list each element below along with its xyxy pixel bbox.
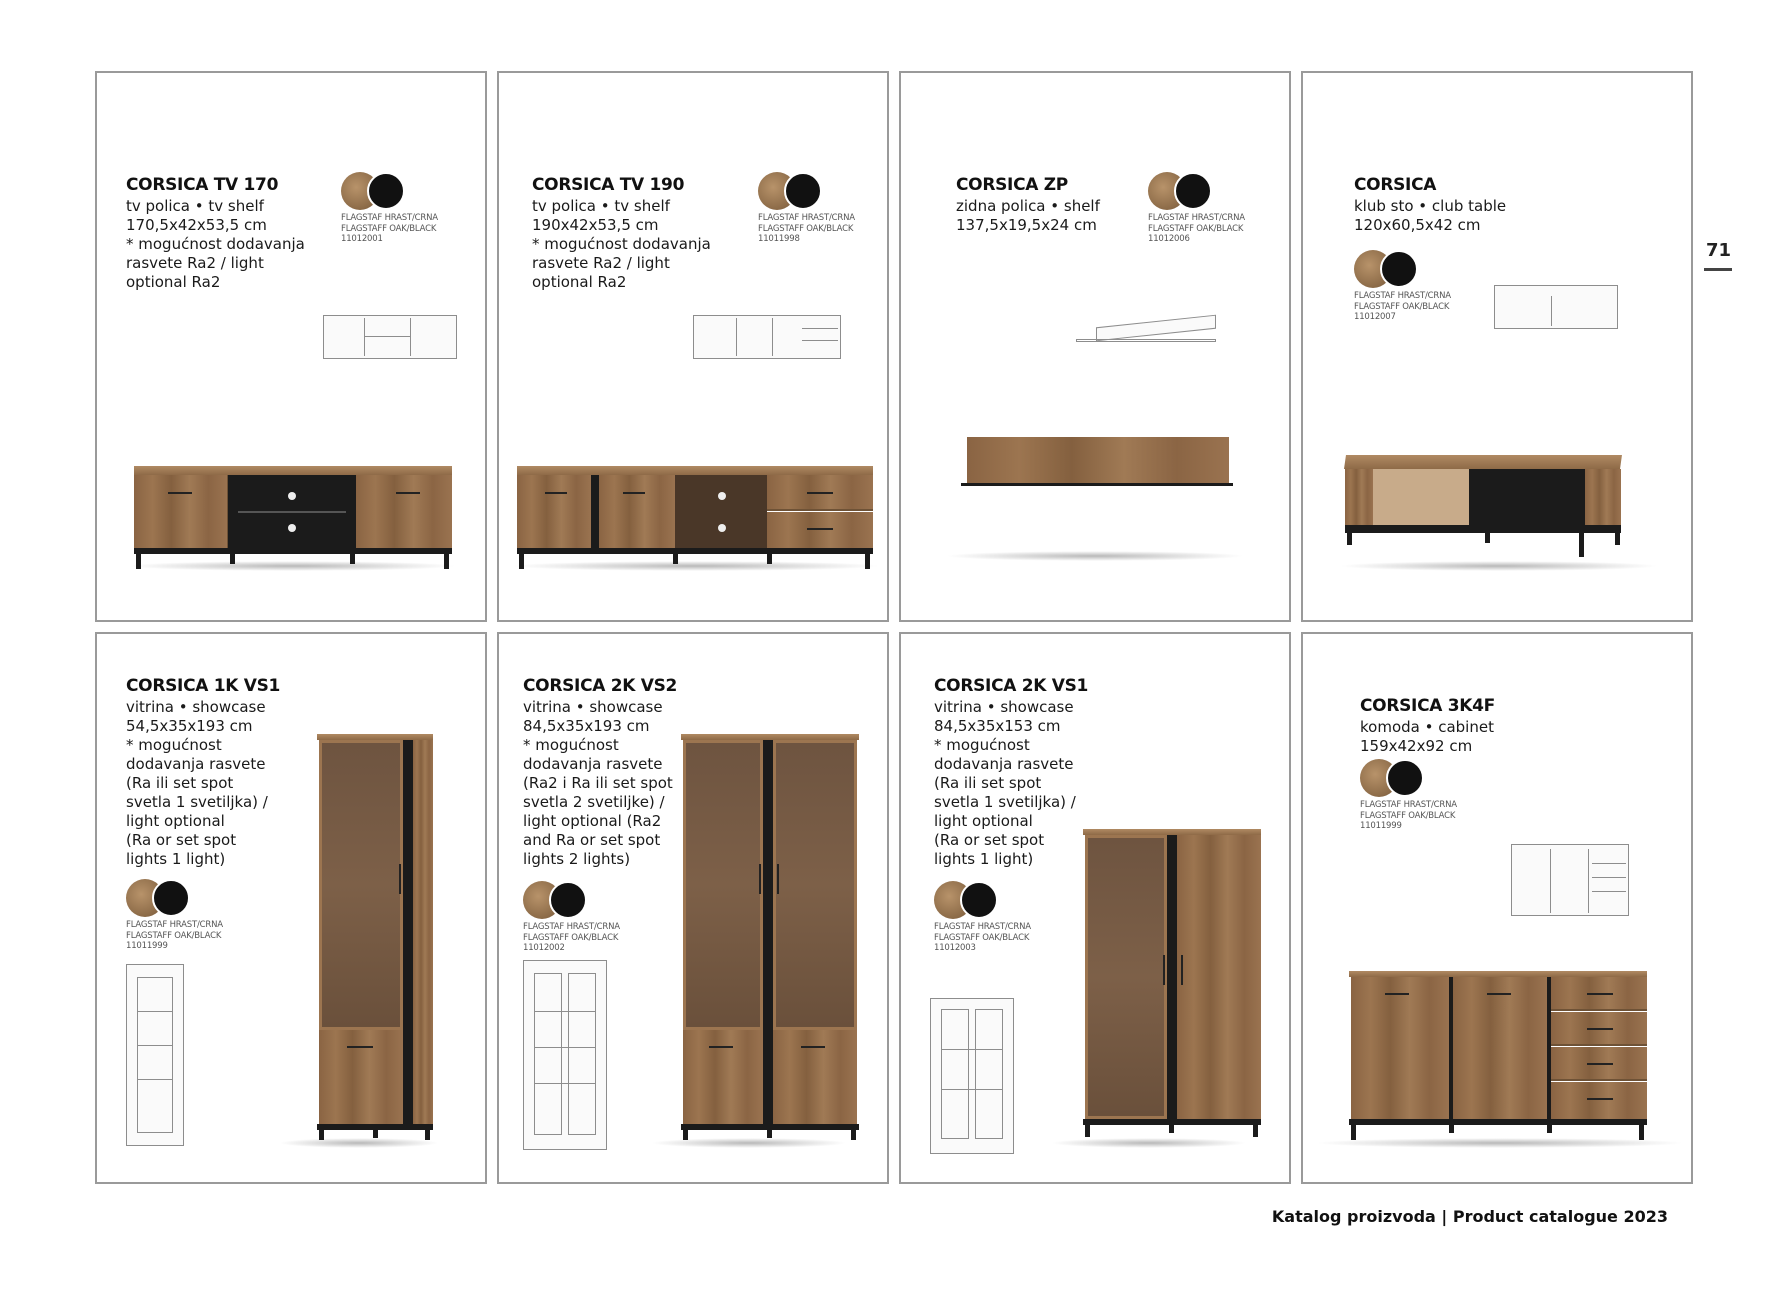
product-card-1k-vs1 (95, 632, 487, 1184)
finish-label: FLAGSTAF HRAST/CRNA FLAGSTAFF OAK/BLACK (758, 213, 855, 234)
product-image-3k4f (1349, 971, 1647, 1140)
finish-swatches (523, 881, 587, 919)
finish-swatches (1148, 172, 1212, 210)
finish-label: FLAGSTAF HRAST/CRNA FLAGSTAFF OAK/BLACK (1354, 291, 1451, 312)
product-code: 11012007 (1354, 312, 1396, 322)
line-drawing (523, 960, 607, 1150)
black-swatch (549, 881, 587, 919)
line-drawing (323, 315, 457, 359)
line-drawing (1511, 844, 1629, 916)
product-title: CORSICA TV 170 (126, 175, 279, 195)
product-description: vitrina • showcase 84,5x35x193 cm * mogućnost dodavanja rasvete (Ra2 i Ra ili set spot svetla 2 svetiljke) / light optional (Ra2 and Ra or set spot lights 2 lights) (523, 698, 673, 868)
finish-swatches (934, 881, 998, 919)
product-shadow (945, 551, 1245, 561)
finish-label: FLAGSTAF HRAST/CRNA FLAGSTAFF OAK/BLACK (341, 213, 438, 234)
product-description: tv polica • tv shelf 170,5x42x53,5 cm * mogućnost dodavanja rasvete Ra2 / light optional Ra2 (126, 197, 305, 291)
black-swatch (784, 172, 822, 210)
product-description: vitrina • showcase 54,5x35x193 cm * mogućnost dodavanja rasvete (Ra ili set spot svetla 1 svetiljka) / light optional (Ra or set spot lights 1 light) (126, 698, 268, 868)
black-swatch (367, 172, 405, 210)
black-swatch (1380, 250, 1418, 288)
product-code: 11012001 (341, 234, 383, 244)
product-code: 11011999 (1360, 821, 1402, 831)
line-drawing (930, 998, 1014, 1154)
black-swatch (960, 881, 998, 919)
product-image-tv170 (134, 466, 452, 569)
finish-swatches (1354, 250, 1418, 288)
product-code: 11011998 (758, 234, 800, 244)
finish-swatches (1360, 759, 1424, 797)
product-image-zp (961, 437, 1233, 487)
finish-swatches (758, 172, 822, 210)
product-card-club-table (1301, 71, 1693, 622)
black-swatch (152, 879, 190, 917)
page-number-underline (1704, 268, 1732, 271)
product-title: CORSICA 3K4F (1360, 696, 1495, 716)
product-description: tv polica • tv shelf 190x42x53,5 cm * mogućnost dodavanja rasvete Ra2 / light optional Ra2 (532, 197, 711, 291)
catalogue-footer: Katalog proizvoda | Product catalogue 2023 (1271, 1207, 1668, 1226)
product-card-3k4f (1301, 632, 1693, 1184)
product-title: CORSICA ZP (956, 175, 1068, 195)
line-drawing (126, 964, 184, 1146)
product-card-zp (899, 71, 1291, 622)
black-swatch (1174, 172, 1212, 210)
product-image-tv190 (517, 466, 873, 569)
line-drawing (1494, 285, 1618, 329)
product-image-2k-vs1 (1083, 829, 1261, 1140)
product-card-2k-vs2 (497, 632, 889, 1184)
product-title: CORSICA (1354, 175, 1437, 195)
product-description: komoda • cabinet 159x42x92 cm (1360, 718, 1494, 755)
product-title: CORSICA 2K VS2 (523, 676, 678, 696)
product-code: 11012002 (523, 943, 565, 953)
product-image-2k-vs2 (681, 734, 859, 1140)
product-image-club-table (1345, 455, 1621, 571)
black-swatch (1386, 759, 1424, 797)
product-title: CORSICA 2K VS1 (934, 676, 1089, 696)
finish-label: FLAGSTAF HRAST/CRNA FLAGSTAFF OAK/BLACK (1360, 800, 1457, 821)
product-code: 11012003 (934, 943, 976, 953)
finish-swatches (126, 879, 190, 917)
product-title: CORSICA 1K VS1 (126, 676, 281, 696)
finish-label: FLAGSTAF HRAST/CRNA FLAGSTAFF OAK/BLACK (934, 922, 1031, 943)
product-title: CORSICA TV 190 (532, 175, 685, 195)
page-number: 71 (1706, 240, 1732, 261)
product-card-2k-vs1 (899, 632, 1291, 1184)
product-code: 11012006 (1148, 234, 1190, 244)
product-image-1k-vs1 (317, 734, 433, 1140)
product-code: 11011999 (126, 941, 168, 951)
finish-swatches (341, 172, 405, 210)
product-description: vitrina • showcase 84,5x35x153 cm * mogućnost dodavanja rasvete (Ra ili set spot svetla 1 svetiljka) / light optional (Ra or set spot lights 1 light) (934, 698, 1076, 868)
line-drawing (1076, 305, 1218, 345)
finish-label: FLAGSTAF HRAST/CRNA FLAGSTAFF OAK/BLACK (1148, 213, 1245, 234)
product-card-tv170 (95, 71, 487, 622)
finish-label: FLAGSTAF HRAST/CRNA FLAGSTAFF OAK/BLACK (126, 920, 223, 941)
line-drawing (693, 315, 841, 359)
finish-label: FLAGSTAF HRAST/CRNA FLAGSTAFF OAK/BLACK (523, 922, 620, 943)
product-card-tv190 (497, 71, 889, 622)
product-description: zidna polica • shelf 137,5x19,5x24 cm (956, 197, 1100, 234)
product-description: klub sto • club table 120x60,5x42 cm (1354, 197, 1507, 234)
